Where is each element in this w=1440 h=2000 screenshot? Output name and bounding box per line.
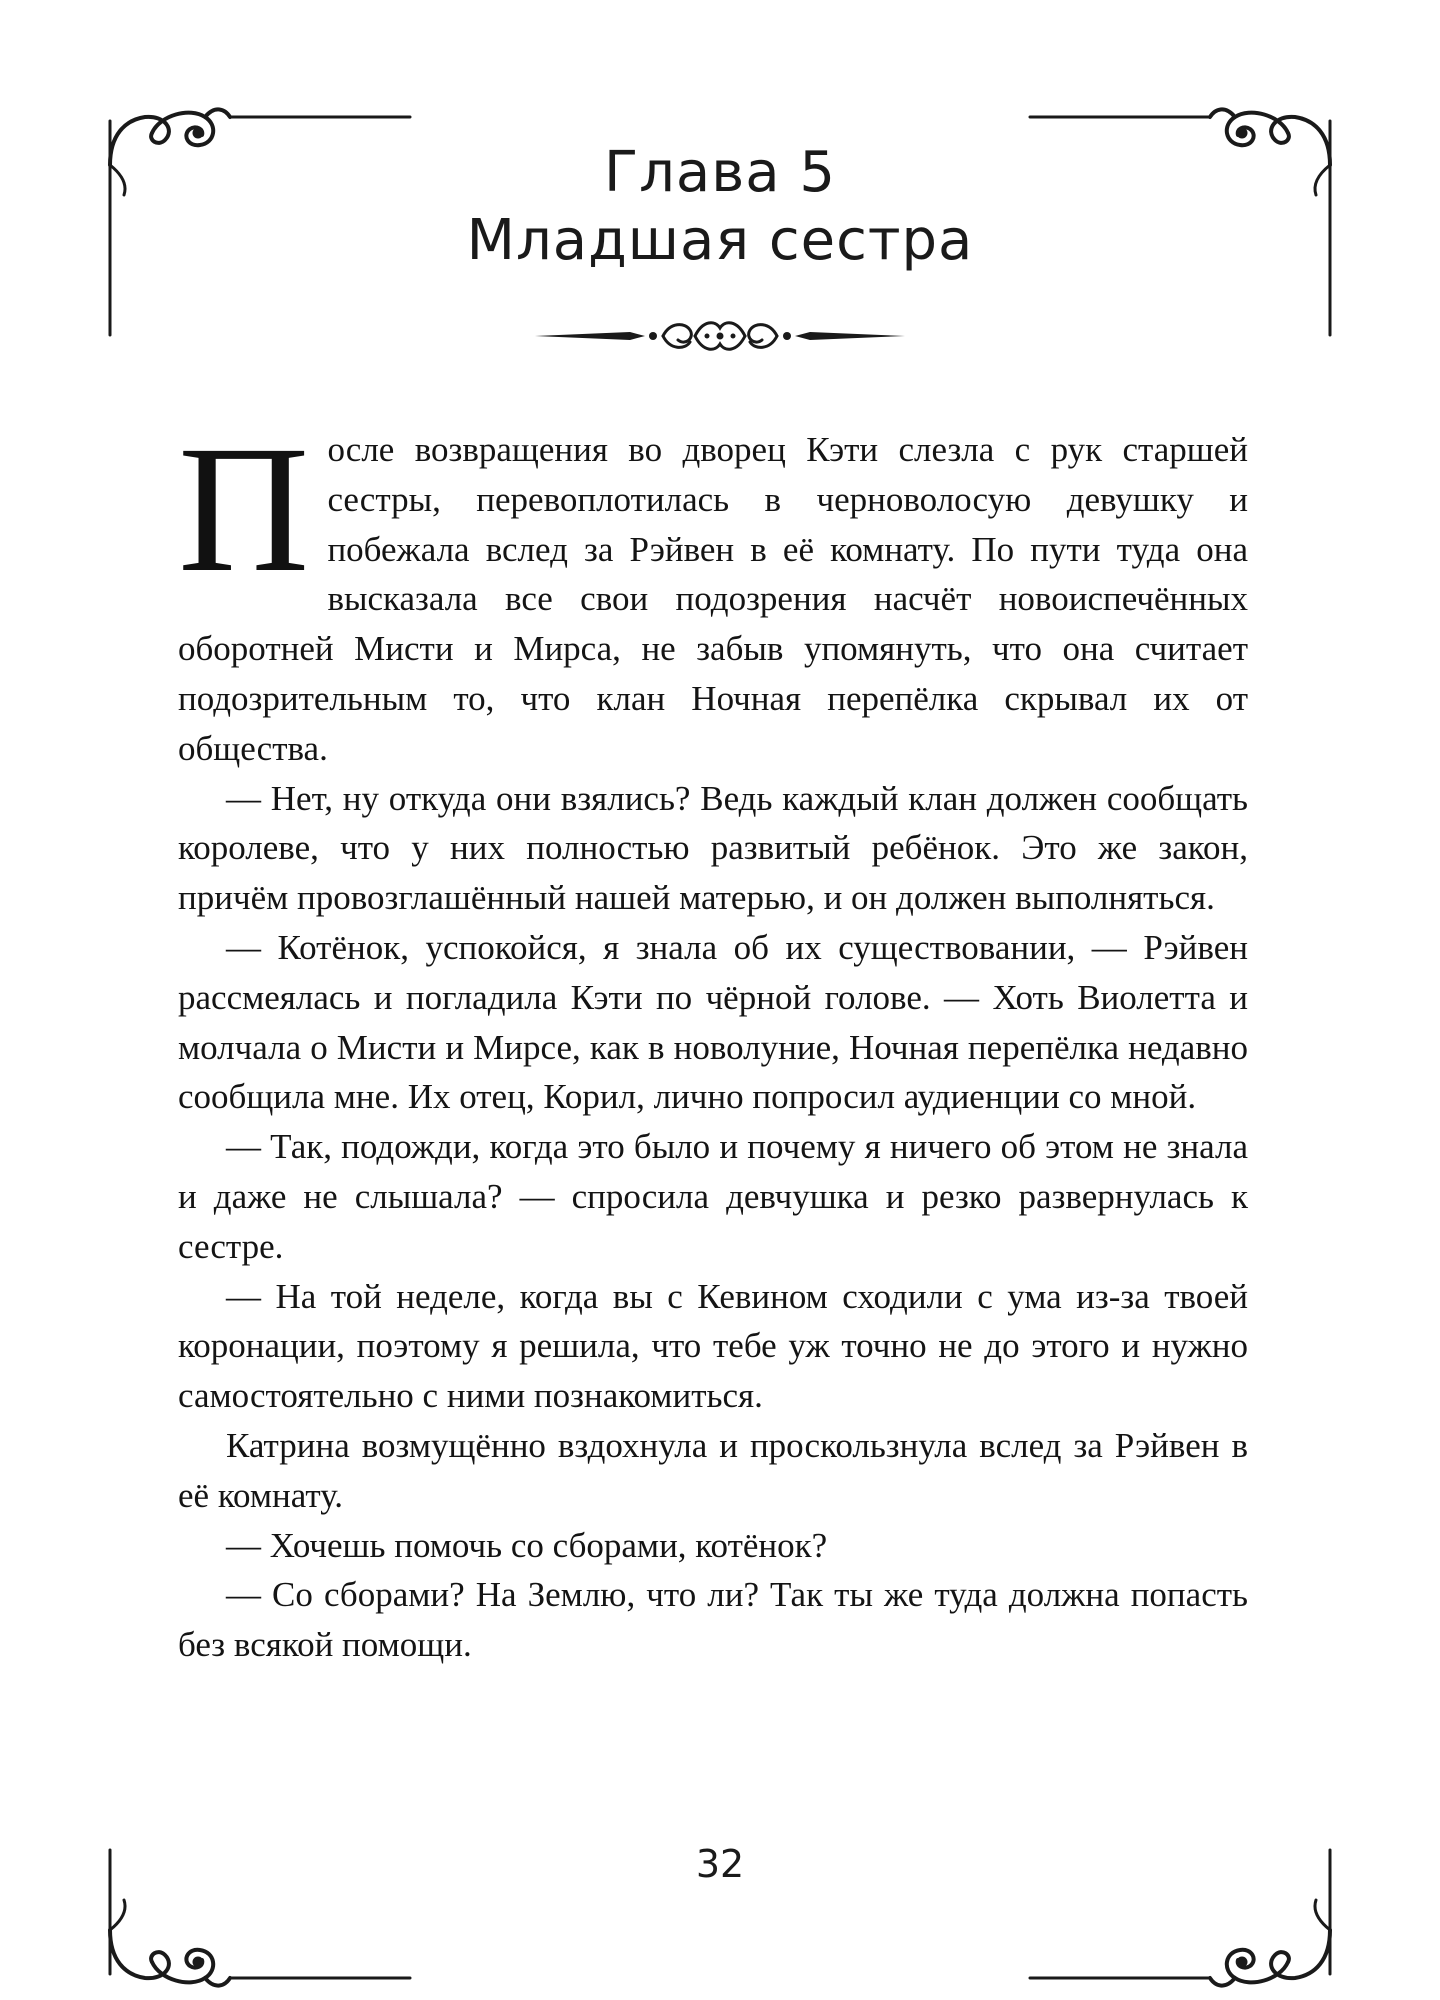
chapter-body [178,409,1248,1670]
paragraph: — Хочешь помочь со сборами, котёнок? [226,1525,828,1565]
page-number: 32 [695,1842,745,1886]
corner-ornament-bottom-right [980,1730,1320,2000]
chapter-number: Глава 5 [603,140,836,205]
paragraph: После возвращения во дворец Кэти слезла с рук старшей сестры, перевоплотилась в черноволосую девушку и побежала вслед за Рэйвен в её комнату. По пути туда она высказала все свои подозрения насчёт новоиспечённых оборотней Мисти и Мирса, не забыв упомянуть, что она считает подозрительным то, что клан Ночная перепёлка скрывал их от общества. [178,409,1248,768]
ornamental-divider [535,308,905,364]
corner-ornament-bottom-left [120,1730,460,2000]
paragraph: — На той неделе, когда вы с Кевином сходили с ума из-за твоей коронации, поэтому я решила, что тебе уж точно не до этого и нужно самостоятельно с ними познакомиться. [178,1276,1248,1416]
paragraph: — Котёнок, успокойся, я знала об их существовании, — Рэйвен рассмеялась и погладила Кэти по чёрной голове. — Хоть Виолетта и молчала о Мисти и Мирсе, как в новолуние, Ночная перепёлка недавно сообщила мне. Их отец, Корил, лично попросил аудиенции со мной. [178,927,1248,1117]
paragraph: — Нет, ну откуда они взялись? Ведь каждый клан должен сообщать королеве, что у них полностью развитый ребёнок. Это же закон, причём провозглашённый нашей матерью, и он должен выполняться. [178,778,1248,918]
paragraph: Катрина возмущённо вздохнула и проскользнула вслед за Рэйвен в её комнату. [178,1425,1248,1515]
paragraph: — Со сборами? На Землю, что ли? Так ты же туда должна попасть без всякой помощи. [178,1575,1248,1665]
paragraph: — Так, подожди, когда это было и почему я ничего об этом не знала и даже не слышала? — спросила девчушка и резко развернулась к сестре. [178,1127,1248,1266]
drop-cap: П [178,409,310,610]
chapter-title: Младшая сестра [466,208,974,273]
